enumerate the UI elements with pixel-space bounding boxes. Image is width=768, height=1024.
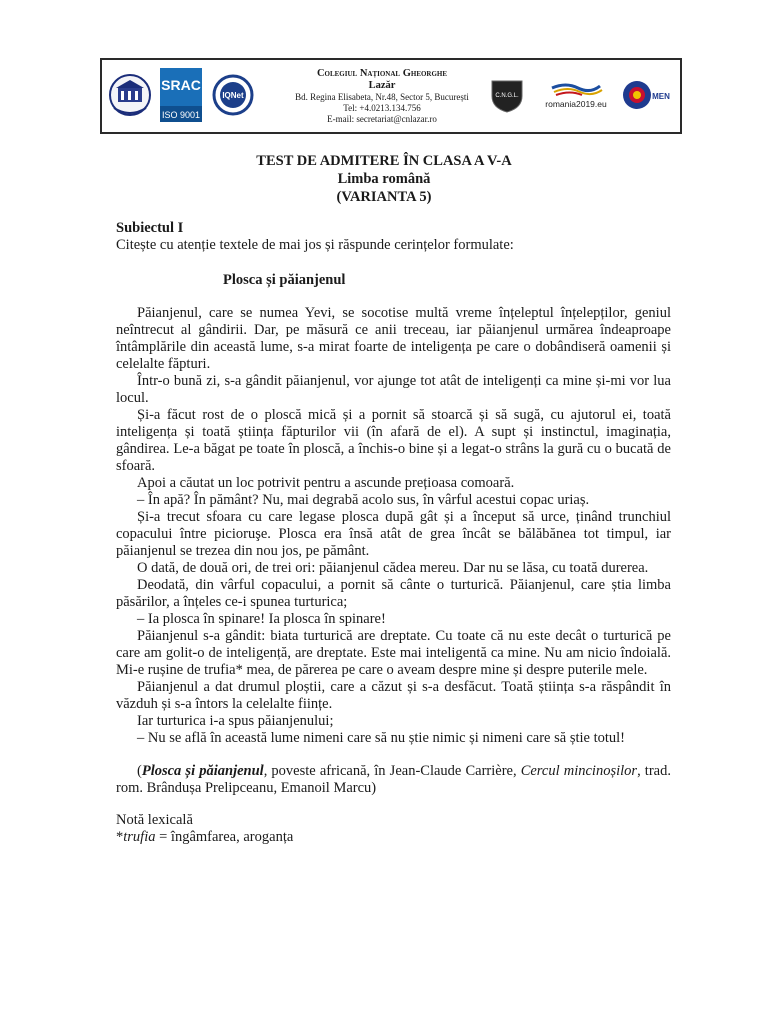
srac-iso-logo	[160, 68, 202, 122]
test-title	[0, 152, 768, 206]
story-dialogue: – În apă? În pământ? Nu, mai degrabă acolo sus, în vârful acestui copac uriaș.	[137, 492, 590, 508]
title-line-2: Limba română	[337, 171, 431, 187]
story-paragraph: Deodată, din vârful copacului, a pornit să cânte o turturică. Păianjenul, care știa limba păsărilor, a înțeles ce-i spunea turturica;	[116, 577, 671, 610]
story-dialogue: – Nu se află în această lume nimeni care să nu știe nimic și nimeni care să știe totul!	[137, 730, 626, 746]
source-title: Plosca și păianjenul	[141, 763, 264, 779]
school-seal-logo	[108, 70, 152, 120]
school-name-line1: Colegiul Național Gheorghe	[316, 68, 448, 79]
story-paragraph: Păianjenul, care se numea Yevi, se socotise multă vreme înțeleptul înțelepților, geniul neîntrecut al gândirii. Dar, pe măsură ce anii treceau, iar păianjenul urmărea îndeaproape întâmplările din această lume, s-a mirat foarte de inteligența pe care o dobândiseră oamenii și celelalte făpturi.	[116, 305, 671, 372]
title-line-1: TEST DE ADMITERE ÎN CLASA A V-A	[256, 153, 512, 169]
note-asterisk: *	[116, 829, 124, 845]
srac-text: SRAC	[161, 77, 201, 93]
story-paragraph: O dată, de două ori, de trei ori: păianjenul cădea mereu. Dar nu se lăsa, cu toată durerea.	[137, 560, 649, 576]
romania2019-text: romania2019.eu	[545, 99, 607, 109]
source-rest: , trad. rom. Brândușa Prelipceanu, Emanoil Marcu)	[116, 763, 671, 796]
lexical-note	[116, 812, 293, 846]
note-definition: = îngâmfarea, aroganța	[155, 829, 294, 845]
story-dialogue: – Ia plosca în spinare! Ia plosca în spinare!	[137, 611, 386, 627]
school-address: Bd. Regina Elisabeta, Nr.48, Sector 5, București	[295, 92, 469, 102]
note-entry	[116, 829, 293, 846]
iso-text: ISO 9001	[161, 110, 201, 120]
note-term: trufia	[123, 829, 156, 845]
story-paragraph: Și-a trecut sfoara cu care legase plosca după gât și a început să urce, ținând trunchiul copacului între picioruşe. Plosca era însă atât de grea încât se bălăbănea tot timpul, iar păianjenul se trezea din nou jos, pe pământ.	[116, 509, 671, 559]
crest-text: C.N.G.L.	[495, 93, 519, 99]
story-paragraph: Și-a făcut rost de o ploscă mică și a pornit să stoarcă și să sugă, cu ajutorul ei, toată inteligența și toată știința făpturilor vii (în afară de el). A supt și instinctul, imaginația, gândirea. Le-a băgat pe toate în ploscă, a închis-o bine și a legat-o strâns la gură cu o bucată de sfoară.	[116, 407, 671, 474]
school-phone: Tel: +4.0213.134.756	[343, 103, 421, 113]
story-paragraph: Păianjenul s-a gândit: biata turturică are dreptate. Cu toate că nu este decât o turturică pe care am golit-o de inteligență, are dreptate. Este mai inteligentă ca mine. Nu am nicio îndoială. Mi-e rușine de trufia* mea, de părerea pe care o aveam despre mine și despre puterile mele.	[116, 628, 671, 678]
note-heading: Notă lexicală	[116, 812, 193, 828]
school-email: E-mail: secretariat@cnlazar.ro	[327, 114, 437, 124]
story-source	[116, 763, 671, 797]
school-info	[262, 68, 502, 125]
story-paragraph: Păianjenul a dat drumul ploștii, care a căzut și s-a desfăcut. Toată știința s-a răspândit în văzduh și s-a întors la celelalte ființe.	[116, 679, 671, 712]
story-paragraph: Într-o bună zi, s-a gândit păianjenul, vor ajunge tot atât de inteligenți ca mine și-mi vor lua locul.	[116, 373, 671, 406]
subject-instruction: Citește cu atenție textele de mai jos și răspunde cerințelor formulate:	[116, 237, 514, 253]
story-paragraph: Apoi a căutat un loc potrivit pentru a ascunde prețioasa comoară.	[137, 475, 515, 491]
subject-heading: Subiectul I	[116, 220, 184, 236]
crest-logo	[490, 78, 524, 114]
title-line-3: (VARIANTA 5)	[336, 189, 432, 205]
story-title: Plosca și păianjenul	[223, 272, 346, 288]
source-mid: , poveste africană, în Jean-Claude Carrière,	[263, 763, 521, 779]
romania2019-logo	[540, 80, 612, 110]
source-book: Cercul mincinoșilor	[520, 763, 638, 779]
source-open-paren: (	[137, 763, 142, 779]
school-name-line2: Lazăr	[368, 80, 396, 91]
men-text: MEN	[652, 92, 670, 101]
story-text	[116, 305, 671, 747]
story-paragraph: Iar turturica i-a spus păianjenului;	[137, 713, 334, 729]
men-logo	[622, 78, 670, 114]
iqnet-text: IQNet	[222, 91, 244, 100]
iqnet-logo	[212, 74, 254, 116]
